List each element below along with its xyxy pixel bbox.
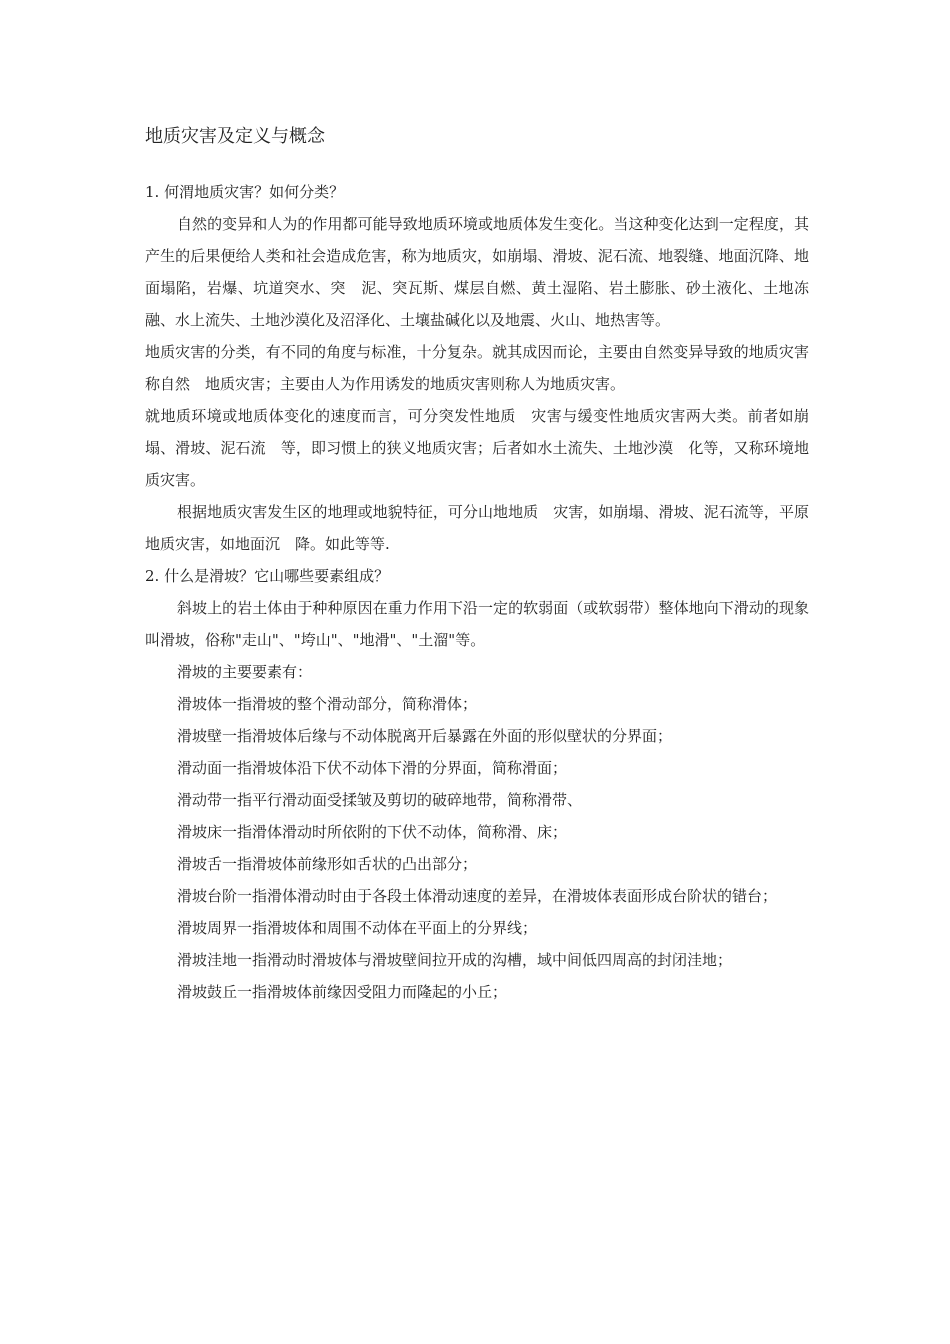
- document-body: [145, 176, 809, 1008]
- paragraph: 自然的变异和人为的作用都可能导致地质环境或地质体发生变化。当这种变化达到一定程度，其产生的后果便给人类和社会造成危害，称为地质灾，如崩塌、滑坡、泥石流、地裂缝、地面沉降、地面塌陷，岩爆、坑道突水、突 泥、突瓦斯、煤层自燃、黄土湿陷、岩土膨胀、砂土液化、土地冻融、水上流失、土地沙漠化及沼泽化、土壤盐碱化以及地震、火山、地热害等。: [145, 215, 809, 329]
- paragraph: 斜坡上的岩土体由于种种原因在重力作用下沿一定的软弱面（或软弱带）整体地向下滑动的现象叫滑坡，俗称"走山"、"垮山"、"地滑"、"土溜"等。: [145, 599, 809, 649]
- section-heading-2: 2. 什么是滑坡？它山哪些要素组成？: [145, 567, 390, 585]
- definition-item: 滑坡鼓丘一指滑坡体前缘因受阻力而隆起的小丘；: [177, 983, 508, 1001]
- definition-item: 滑坡壁一指滑坡体后缘与不动体脱离开后暴露在外面的形似壁状的分界面；: [177, 727, 673, 745]
- definition-item: 滑坡床一指滑体滑动时所依附的下伏不动体，简称滑、床；: [177, 823, 568, 841]
- document-title: 地质灾害及定义与概念: [145, 126, 325, 147]
- section-heading-1: 1. 何渭地质灾害？如何分类？: [145, 183, 345, 201]
- paragraph: 滑坡的主要要素有：: [177, 663, 313, 681]
- definition-item: 滑坡舌一指滑坡体前缘形如舌状的凸出部分；: [177, 855, 478, 873]
- definition-item: 滑坡周界一指滑坡体和周围不动体在平面上的分界线；: [177, 919, 538, 937]
- definition-item: 滑坡洼地一指滑动时滑坡体与滑坡壁间拉开成的沟槽，域中间低四周高的封闭洼地；: [177, 951, 733, 969]
- definition-item: 滑坡台阶一指滑体滑动时由于各段土体滑动速度的差异，在滑坡体表面形成台阶状的错台；: [177, 887, 778, 905]
- paragraph: 根据地质灾害发生区的地理或地貌特征，可分山地地质 灾害，如崩塌、滑坡、泥石流等，平原地质灾害，如地面沉 降。如此等等.: [145, 503, 809, 553]
- definition-item: 滑坡体一指滑坡的整个滑动部分，简称滑体；: [177, 695, 478, 713]
- paragraph: 就地质环境或地质体变化的速度而言，可分突发性地质 灾害与缓变性地质灾害两大类。前者如崩塌、滑坡、泥石流 等，即习惯上的狭义地质灾害；后者如水土流失、土地沙漠 化等，又称环境地质灾害。: [145, 407, 809, 489]
- definition-item: 滑动面一指滑坡体沿下伏不动体下滑的分界面，简称滑面；: [177, 759, 568, 777]
- definition-item: 滑动带一指平行滑动面受揉皱及剪切的破碎地带，简称滑带、: [177, 791, 583, 809]
- paragraph: 地质灾害的分类，有不同的角度与标准，十分复杂。就其成因而论，主要由自然变异导致的地质灾害称自然 地质灾害；主要由人为作用诱发的地质灾害则称人为地质灾害。: [145, 343, 809, 393]
